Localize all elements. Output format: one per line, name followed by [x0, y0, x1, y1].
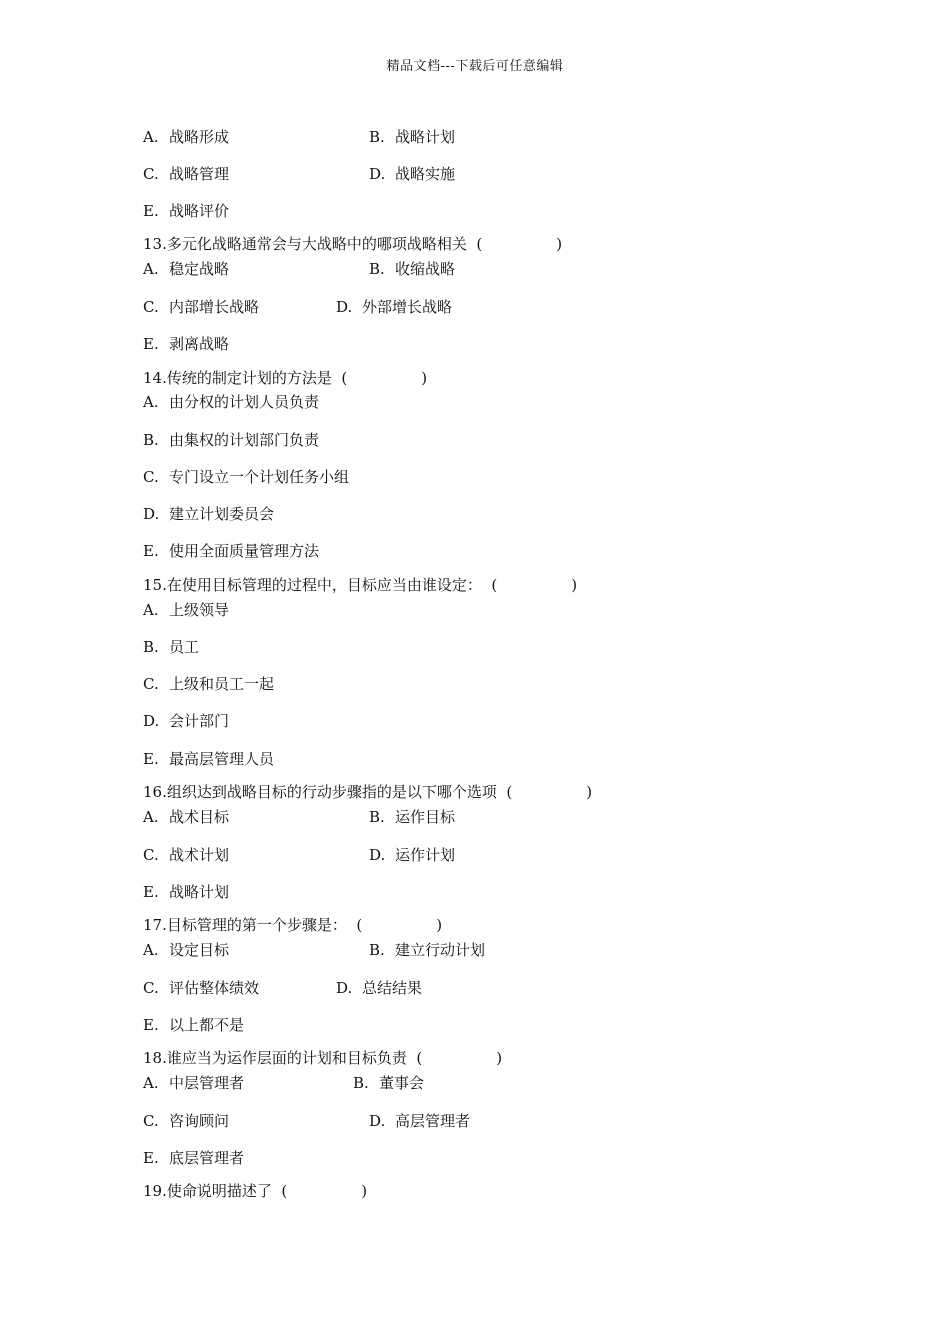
page-header: 精品文档---下载后可任意编辑	[386, 59, 564, 74]
option-a: A. 战术目标	[143, 808, 230, 826]
option-b: B. 建立行动计划	[369, 941, 486, 959]
option-a: A. 设定目标	[143, 941, 230, 959]
question-15-stem: 15.在使用目标管理的过程中，目标应当由谁设定： ( )	[143, 576, 578, 594]
option-c: C. 咨询顾问	[143, 1112, 230, 1130]
option-a: A. 由分权的计划人员负责	[143, 393, 320, 411]
option-d: D. 战略实施	[369, 165, 456, 183]
option-e: E. 剥离战略	[143, 335, 230, 353]
question-18-stem: 18.谁应当为运作层面的计划和目标负责 ( )	[143, 1049, 503, 1067]
option-c: C. 专门设立一个计划任务小组	[143, 468, 350, 486]
option-c: C. 战术计划	[143, 846, 230, 864]
option-a: A. 稳定战略	[143, 260, 230, 278]
question-13-stem: 13.多元化战略通常会与大战略中的哪项战略相关 ( )	[143, 235, 563, 253]
option-e: E. 战略评价	[143, 202, 230, 220]
option-c: C. 战略管理	[143, 165, 230, 183]
option-e: E. 使用全面质量管理方法	[143, 542, 320, 560]
option-e: E. 底层管理者	[143, 1149, 245, 1167]
option-c: C. 内部增长战略	[143, 298, 260, 316]
option-d: D. 会计部门	[143, 712, 230, 730]
question-14-stem: 14.传统的制定计划的方法是 ( )	[143, 369, 428, 387]
option-c: C. 上级和员工一起	[143, 675, 275, 693]
option-e: E. 最高层管理人员	[143, 750, 275, 768]
option-d: D. 建立计划委员会	[143, 505, 275, 523]
option-b: B. 员工	[143, 638, 200, 656]
option-d: D. 总结结果	[336, 979, 423, 997]
option-a: A. 中层管理者	[143, 1074, 245, 1092]
option-b: B. 由集权的计划部门负责	[143, 431, 320, 449]
option-b: B. 战略计划	[369, 128, 456, 146]
option-c: C. 评估整体绩效	[143, 979, 260, 997]
question-19-stem: 19.使命说明描述了 ( )	[143, 1182, 368, 1200]
option-b: B. 运作目标	[369, 808, 456, 826]
question-16-stem: 16.组织达到战略目标的行动步骤指的是以下哪个选项 ( )	[143, 783, 593, 801]
option-d: D. 外部增长战略	[336, 298, 453, 316]
option-e: E. 战略计划	[143, 883, 230, 901]
option-a: A. 上级领导	[143, 601, 230, 619]
option-a: A. 战略形成	[143, 128, 230, 146]
option-b: B. 收缩战略	[369, 260, 456, 278]
option-d: D. 运作计划	[369, 846, 456, 864]
question-17-stem: 17.目标管理的第一个步骤是： ( )	[143, 916, 443, 934]
option-e: E. 以上都不是	[143, 1016, 245, 1034]
option-b: B. 董事会	[353, 1074, 425, 1092]
option-d: D. 高层管理者	[369, 1112, 471, 1130]
